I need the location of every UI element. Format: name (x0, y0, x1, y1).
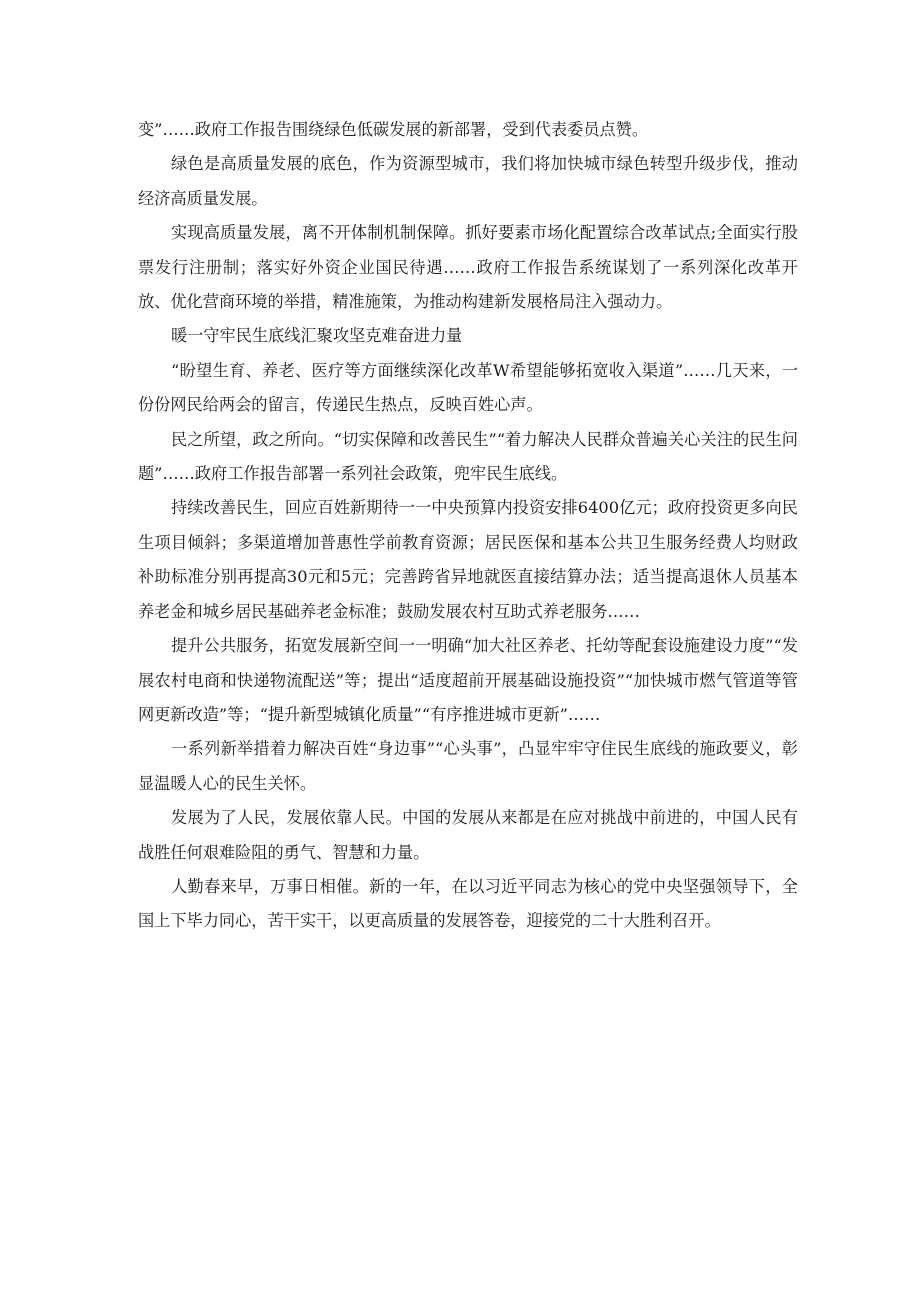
paragraph-1: 变”……政府工作报告围绕绿色低碳发展的新部署，受到代表委员点赞。 (138, 120, 649, 139)
paragraph-4: “盼望生育、养老、医疗等方面继续深化改革W希望能够拓宽收入渠道”……几天来，一份份网民给两会的留言，传递民生热点，反映百姓心声。 (138, 360, 798, 415)
paragraph-8: 一系列新举措着力解决百姓“身边事”“心头事”，凸显牢牢守住民生底线的施政要义，彰显温暖人心的民生关怀。 (138, 739, 798, 793)
section-heading: 暖一守牢民生底线汇聚攻坚克难奋进力量 (171, 326, 463, 346)
paragraph-3: 实现高质量发展，离不开体制机制保障。抓好要素市场化配置综合改革试点;全面实行股票发行注册制；落实好外资企业国民待遇……政府工作报告系统谋划了一系列深化改革开放、优化营商环境的举措，精准施策，为推动构建新发展格局注入强动力。 (138, 223, 798, 312)
paragraph-7: 提升公共服务，拓宽发展新空间一一明确“加大社区养老、托幼等配套设施建设力度”“发展农村电商和快递物流配送”等；提出“适度超前开展基础设施投资”“加快城市燃气管道等管网更新改造”等；“提升新型城镇化质量”“有序推进城市更新”…… (138, 636, 798, 724)
document-body (138, 113, 798, 939)
paragraph-5: 民之所望，政之所向。“切实保障和改善民生”“着力解决人民群众普遍关心关注的民生问题”……政府工作报告部署一系列社会政策，兜牢民生底线。 (138, 429, 798, 484)
paragraph-2: 绿色是高质量发展的底色，作为资源型城市，我们将加快城市绿色转型升级步伐，推动经济高质量发展。 (138, 154, 798, 208)
paragraph-6: 持续改善民生，回应百姓新期待一一中央预算内投资安排6400亿元；政府投资更多向民生项目倾斜；多渠道增加普惠性学前教育资源；居民医保和基本公共卫生服务经费人均财政补助标准分别再提高30元和5元；完善跨省异地就医直接结算办法；适当提高退休人员基本养老金和城乡居民基础养老金标准；鼓励发展农村互助式养老服务…… (138, 498, 798, 621)
paragraph-10: 人勤春来早，万事日相催。新的一年，在以习近平同志为核心的党中央坚强领导下，全国上下毕力同心，苦干实干，以更高质量的发展答卷，迎接党的二十大胜利召开。 (138, 876, 798, 931)
paragraph-9: 发展为了人民，发展依靠人民。中国的发展从来都是在应对挑战中前进的，中国人民有战胜任何艰难险阻的勇气、智慧和力量。 (138, 808, 798, 862)
